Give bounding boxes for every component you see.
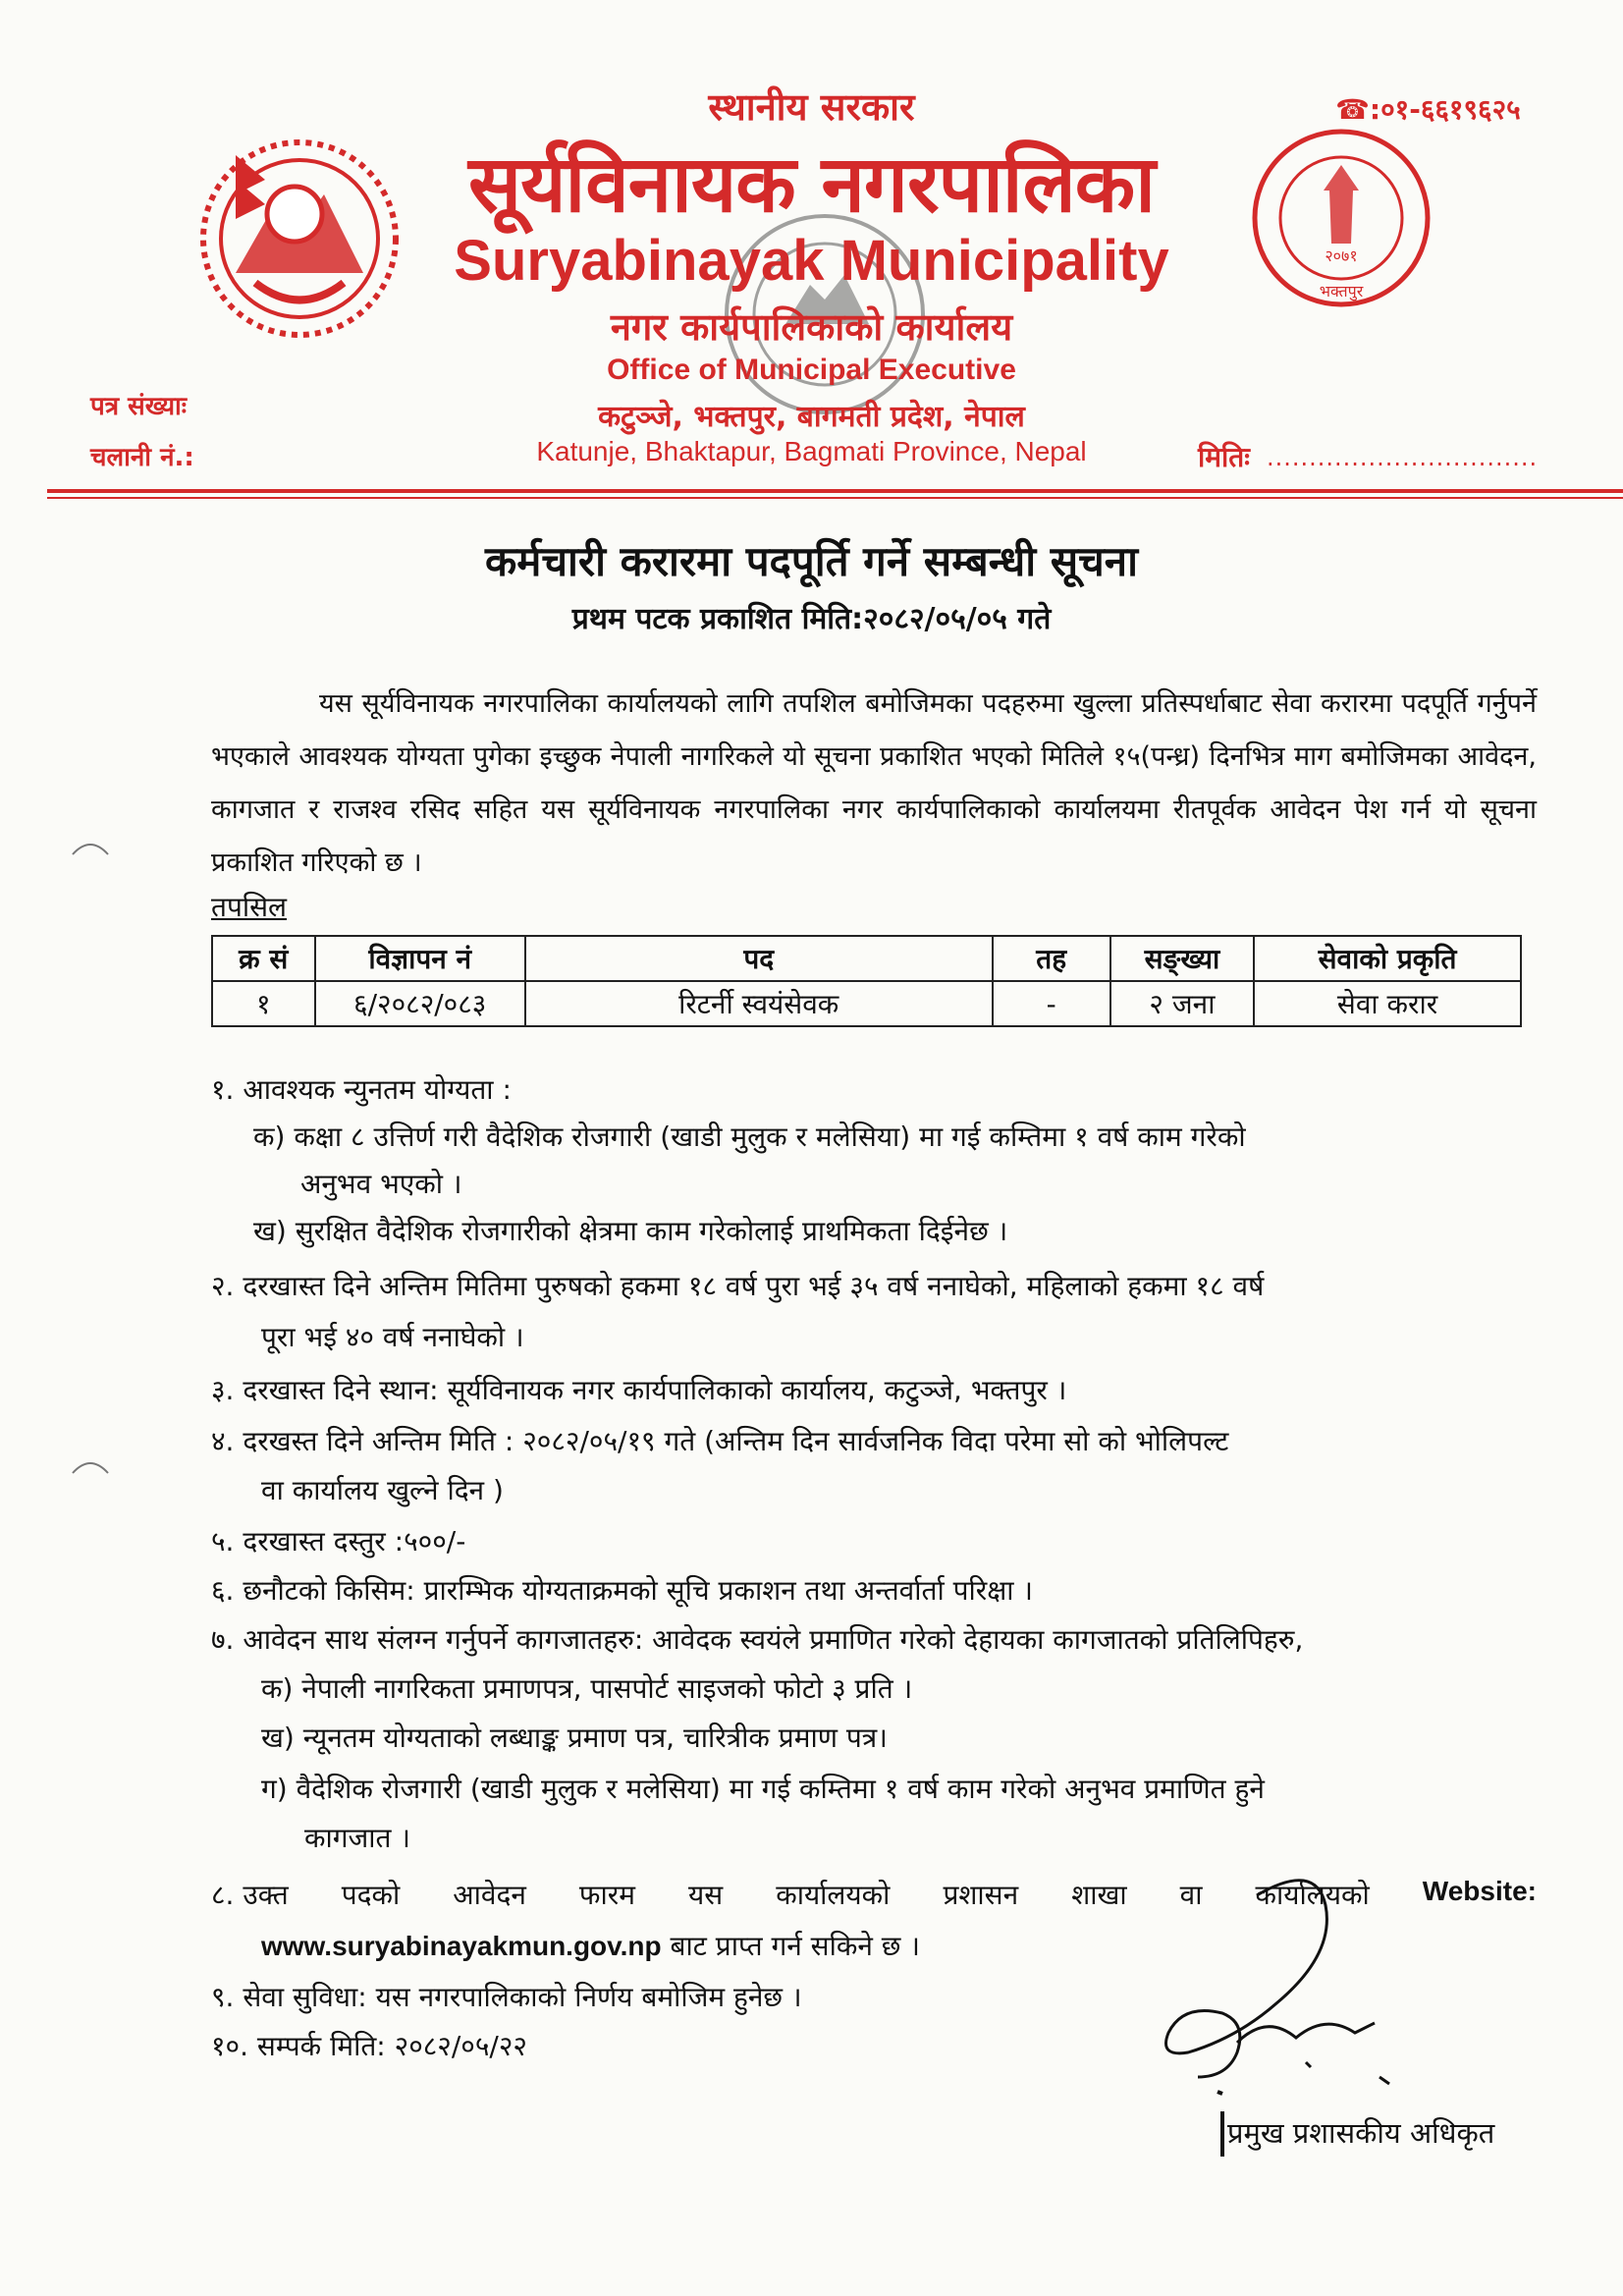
vacancy-table — [211, 935, 1522, 1027]
cell-service-type: सेवा करार — [1254, 981, 1521, 1026]
details-heading: तपसिल — [211, 891, 288, 923]
item-8-word: कार्यालयको — [776, 1879, 891, 1911]
item-1-ka-line2: अनुभव भएको । — [300, 1168, 462, 1200]
item-7: ७. आवेदन साथ संलग्न गर्नुपर्ने कागजातहरु: आवेदक स्वयंले प्रमाणित गरेको देहायका कागजातको प्रतिलिपिहरु, — [211, 1623, 1304, 1656]
item-8-word: प्रशासन — [943, 1879, 1019, 1911]
website-label: Website: — [1422, 1876, 1537, 1906]
seal-place-text: भक्तपुर — [1319, 282, 1364, 301]
municipality-name-nepali: सूर्यविनायक नगरपालिका — [468, 138, 1155, 230]
item-1-kha: ख) सुरक्षित वैदेशिक रोजगारीको क्षेत्रमा काम गरेकोलाई प्राथमिकता दिईनेछ । — [253, 1215, 1008, 1247]
col-header-ad-no: विज्ञापन नं — [315, 936, 525, 981]
item-5: ५. दरखास्त दस्तुर :५००/- — [211, 1525, 466, 1558]
item-8-word: यस — [687, 1879, 724, 1911]
seal-year-text: २०७१ — [1325, 246, 1358, 265]
item-8-word: शाखा — [1071, 1879, 1127, 1911]
item-4-line2: वा कार्यालय खुल्ने दिन ) — [261, 1474, 504, 1506]
handwritten-signature — [1129, 1866, 1453, 2121]
item-8-word: पदको — [341, 1879, 401, 1911]
notice-title: कर्मचारी करारमा पदपूर्ति गर्ने सम्बन्धी सूचना — [485, 537, 1138, 585]
table-row — [212, 981, 1521, 1026]
col-header-service-type: सेवाको प्रकृति — [1254, 936, 1521, 981]
address-nepali: कटुञ्जे, भक्तपुर, बागमती प्रदेश, नेपाल — [598, 400, 1025, 434]
item-8-word: फारम — [578, 1879, 635, 1911]
header-rule-thin — [47, 497, 1623, 499]
item-1-ka-line1: क) कक्षा ८ उत्तिर्ण गरी वैदेशिक रोजगारी (खाडी मुलुक र मलेसिया) मा गई कम्तिमा १ वर्ष काम गरेको — [253, 1121, 1246, 1153]
item-10: १०. सम्पर्क मिति: २०८२/०५/२२ — [211, 2030, 527, 2062]
item-7-kha: ख) न्यूनतम योग्यताको लब्धाङ्क प्रमाण पत्र, चारित्रीक प्रमाण पत्र। — [261, 1722, 888, 1754]
website-url-link[interactable]: www.suryabinayakmun.gov.np — [261, 1931, 662, 1961]
item-7-ga-line1: ग) वैदेशिक रोजगारी (खाडी मुलुक र मलेसिया) मा गई कम्तिमा १ वर्ष काम गरेको अनुभव प्रमाणित हुने — [261, 1773, 1265, 1805]
phone-number: ☎:०१-६६१९६२५ — [1335, 93, 1521, 126]
table-header-row — [212, 936, 1521, 981]
col-header-level: तह — [993, 936, 1110, 981]
office-name-english: Office of Municipal Executive — [607, 354, 1016, 386]
item-7-ka: क) नेपाली नागरिकता प्रमाणपत्र, पासपोर्ट साइजको फोटो ३ प्रति । — [261, 1672, 913, 1705]
item-2-line2: पूरा भई ४० वर्ष ननाघेको । — [261, 1321, 524, 1353]
cell-sn: १ — [212, 981, 315, 1026]
punch-hole-mark — [69, 835, 112, 858]
item-8-word: वा — [1179, 1879, 1203, 1911]
office-name-nepali: नगर कार्यपालिकाको कार्यालय — [610, 305, 1013, 349]
item-1-heading: १. आवश्यक न्युनतम योग्यता : — [211, 1073, 512, 1106]
local-government-label: स्थानीय सरकार — [708, 85, 915, 129]
cell-count: २ जना — [1110, 981, 1254, 1026]
item-8-word: आवेदन — [453, 1879, 526, 1911]
col-header-post: पद — [525, 936, 993, 981]
item-8-word: कार्यालयको — [1255, 1879, 1370, 1911]
signature-bracket — [1220, 2111, 1224, 2157]
signatory-title: प्रमुख प्रशासकीय अधिकृत — [1227, 2116, 1495, 2150]
col-header-sn: क्र सं — [212, 936, 315, 981]
notice-intro-paragraph: यस सूर्यविनायक नगरपालिका कार्यालयको लागि तपशिल बमोजिमका पदहरुमा खुल्ला प्रतिस्पर्धाबाट सेवा करारमा पदपूर्ति गर्नुपर्ने भएकाले आवश्यक योग्यता पुगेका इच्छुक नेपाली नागरिकले यो सूचना प्रकाशित भएको मितिले १५(पन्ध्र) दिनभित्र माग बमोजिमका आवेदन, कागजात र राजश्व रसिद सहित यस सूर्यविनायक नगरपालिका नगर कार्यपालिकाको कार्यालयमा रीतपूर्वक आवेदन पेश गर्न यो सूचना प्रकाशित गरिएको छ । — [211, 688, 1537, 878]
item-8-word: ८. उक्त — [211, 1879, 289, 1911]
dispatch-number-label: चलानी नं.: — [90, 443, 194, 472]
letter-number-label: पत्र संख्याः — [90, 392, 188, 421]
cell-post: रिटर्नी स्वयंसेवक — [525, 981, 993, 1026]
header-rule-thick — [47, 489, 1623, 493]
item-4-line1: ४. दरखस्त दिने अन्तिम मिति : २०८२/०५/१९ गते (अन्तिम दिन सार्वजनिक विदा परेमा सो को भोलिपल्ट — [211, 1425, 1229, 1457]
col-header-count: सङ्ख्या — [1110, 936, 1254, 981]
item-6: ६. छनौटको किसिम: प्रारम्भिक योग्यताक्रमको सूचि प्रकाशन तथा अन्तर्वार्ता परिक्षा । — [211, 1574, 1034, 1607]
item-3: ३. दरखास्त दिने स्थान: सूर्यविनायक नगर कार्यपालिकाको कार्यालय, कटुञ्जे, भक्तपुर । — [211, 1374, 1067, 1406]
date-label: मितिः — [1198, 441, 1250, 473]
cell-level: - — [993, 981, 1110, 1026]
address-english: Katunje, Bhaktapur, Bagmati Province, Nepal — [536, 436, 1087, 466]
item-2-line1: २. दरखास्त दिने अन्तिम मितिमा पुरुषको हकमा १८ वर्ष पुरा भई ३५ वर्ष ननाघेको, महिलाको हकमा १८ वर्ष — [211, 1270, 1265, 1302]
punch-hole-mark — [69, 1453, 112, 1477]
notice-publish-date: प्रथम पटक प्रकाशित मिति:२०८२/०५/०५ गते — [571, 602, 1052, 636]
item-8-tail: बाट प्राप्त गर्न सकिने छ । — [670, 1930, 920, 1962]
item-7-ga-line2: कागजात । — [304, 1822, 411, 1854]
item-8-line2 — [261, 1927, 920, 1964]
cell-ad-no: ६/२०८२/०८३ — [315, 981, 525, 1026]
date-blank: ................................ — [1267, 444, 1539, 471]
item-9: ९. सेवा सुविधा: यस नगरपालिकाको निर्णय बमोजिम हुनेछ । — [211, 1981, 802, 2013]
municipality-name-english: Suryabinayak Municipality — [454, 229, 1169, 293]
